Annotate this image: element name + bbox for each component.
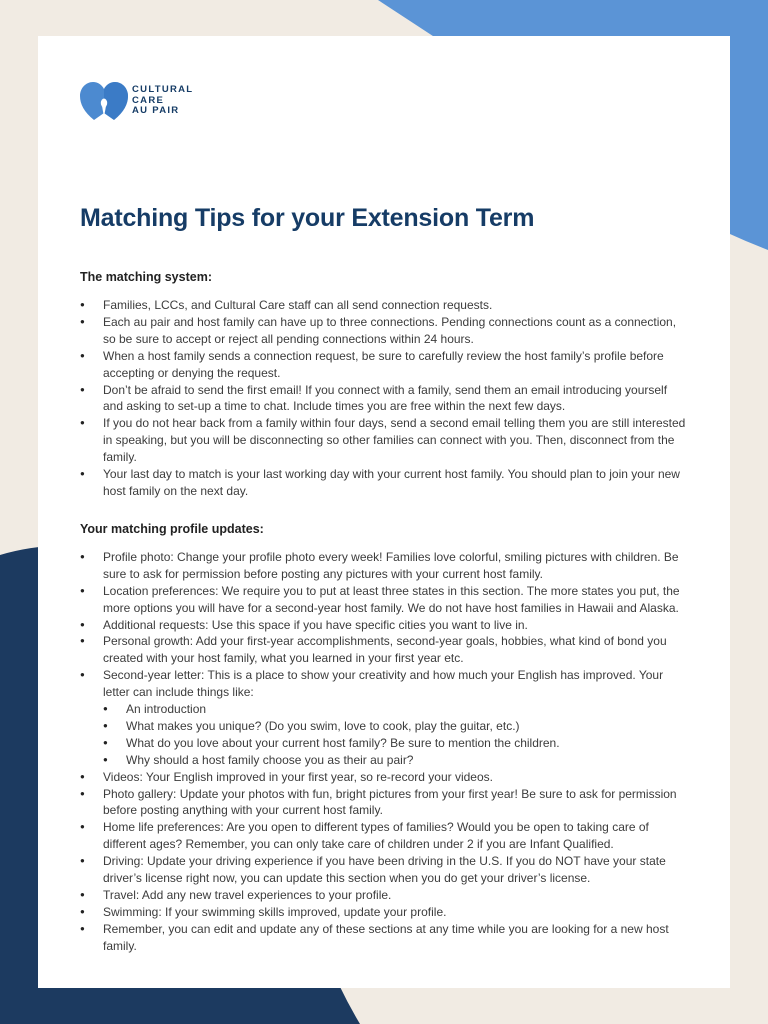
list-item: ● When a host family sends a connection request, be sure to carefully review the host family’s profile before accepting or denying the request. <box>80 348 690 382</box>
page-title: Matching Tips for your Extension Term <box>80 204 535 232</box>
logo-line-1: CULTURAL <box>132 84 194 96</box>
list-item: ● Don’t be afraid to send the first email! If you connect with a family, send them an email introducing yourself and asking to set-up a time to chat. Include times you are free within the next few days. <box>80 382 690 416</box>
profile-updates-list <box>80 549 690 701</box>
list-item: ● Swimming: If your swimming skills improved, update your profile. <box>80 904 690 921</box>
logo-line-3: AU PAIR <box>132 105 180 117</box>
list-item: ● Driving: Update your driving experience if you have been driving in the U.S. If you do NOT have your state driver’s license right now, you can update this section when you do get your driver’s license. <box>80 853 690 887</box>
list-item: ● Remember, you can edit and update any of these sections at any time while you are looking for a new host family. <box>80 921 690 955</box>
list-item: ● Your last day to match is your last working day with your current host family. You should plan to join your new host family on the next day. <box>80 466 690 500</box>
sub-list-item: ● Why should a host family choose you as their au pair? <box>103 752 690 769</box>
logo-line-2: CARE <box>132 94 165 106</box>
list-item: ● Location preferences: We require you to put at least three states in this section. The more states you put, the more options you will have for a second-year host family. We do not have host families in Hawaii and Alaska. <box>80 583 690 617</box>
list-item: ● Photo gallery: Update your photos with fun, bright pictures from your first year! Be sure to ask for permission before posting anything with your current host family. <box>80 786 690 820</box>
list-item: ● Home life preferences: Are you open to different types of families? Would you be open to taking care of different ages? Remember, you can only take care of children under 2 if you are Infant Qualified. <box>80 819 690 853</box>
list-item: ● Second-year letter: This is a place to show your creativity and how much your English has improved. Your letter can include things like: <box>80 667 690 701</box>
second-year-letter-sublist <box>103 701 690 769</box>
document-content <box>80 269 690 955</box>
sub-list-item: ● What makes you unique? (Do you swim, love to cook, play the guitar, etc.) <box>103 718 690 735</box>
matching-system-list <box>80 297 690 500</box>
list-item: ● Each au pair and host family can have up to three connections. Pending connections count as a connection, so be sure to accept or reject all pending connections within 24 hours. <box>80 314 690 348</box>
list-item: ● Families, LCCs, and Cultural Care staff can all send connection requests. <box>80 297 690 314</box>
heart-logo-icon <box>80 80 128 122</box>
list-item: ● If you do not hear back from a family within four days, send a second email telling them you are still interested in speaking, but you will be disconnecting so other families can connect with you. Then, disconnect from the family. <box>80 415 690 466</box>
list-item: ● Travel: Add any new travel experiences to your profile. <box>80 887 690 904</box>
list-item: ● Personal growth: Add your first-year accomplishments, second-year goals, hobbies, what kind of bond you created with your host family, what you learned in your first year etc. <box>80 633 690 667</box>
sub-list-item: ● What do you love about your current host family? Be sure to mention the children. <box>103 735 690 752</box>
section-heading-profile-updates: Your matching profile updates: <box>80 521 264 536</box>
list-item: ● Profile photo: Change your profile photo every week! Families love colorful, smiling pictures with children. Be sure to ask for permission before posting any pictures with your current host family. <box>80 549 690 583</box>
cultural-care-logo <box>80 76 193 126</box>
section-heading-matching-system: The matching system: <box>80 270 212 284</box>
sub-list-item: ● An introduction <box>103 701 690 718</box>
profile-updates-list-continued <box>80 769 690 955</box>
document-page <box>38 36 730 988</box>
list-item: ● Videos: Your English improved in your first year, so re-record your videos. <box>80 769 690 786</box>
list-item: ● Additional requests: Use this space if you have specific cities you want to live in. <box>80 617 690 634</box>
